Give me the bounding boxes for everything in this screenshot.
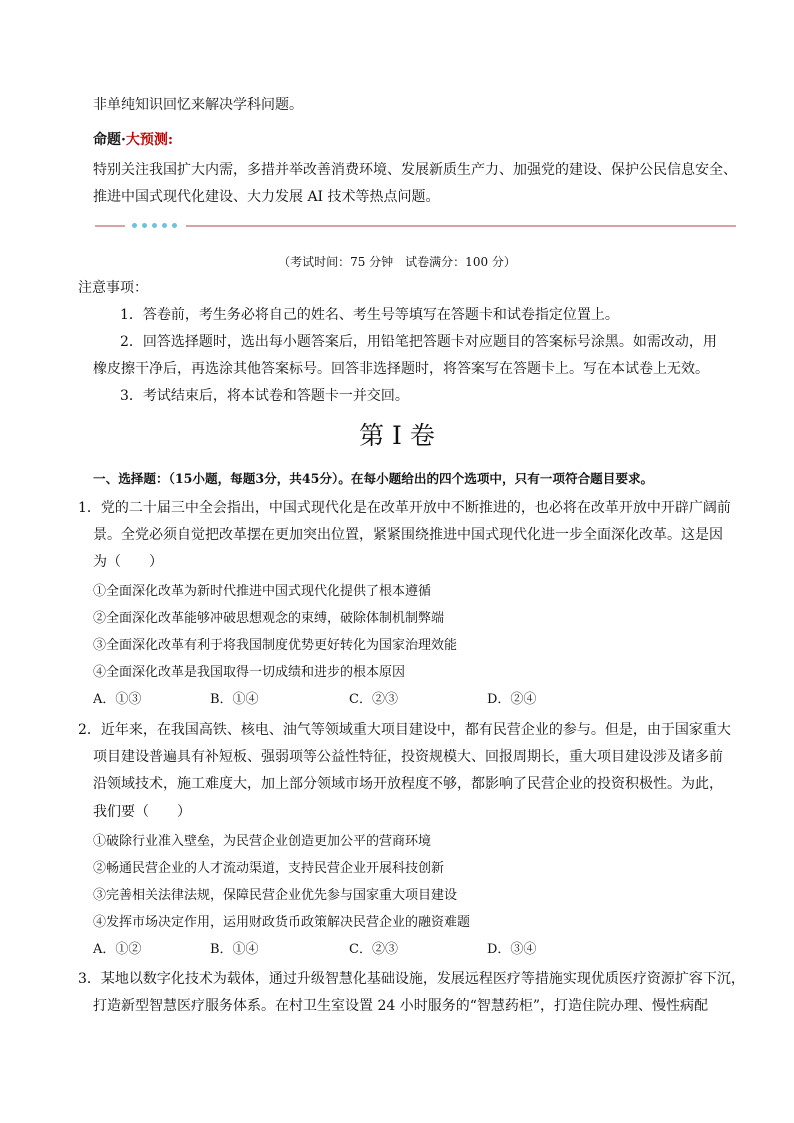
question-2-option-d[interactable]: D．③④: [487, 942, 537, 957]
question-2-option-c[interactable]: C．②③: [349, 942, 398, 957]
divider-dot: [172, 223, 177, 228]
notice-title: 注意事项：: [78, 280, 148, 296]
question-1-line-3: 为（ ）: [93, 554, 163, 570]
question-1-statement-1: ①全面深化改革为新时代推进中国式现代化提供了根本遵循: [93, 584, 432, 599]
prediction-text-2: 推进中国式现代化建设、大力发展 AI 技术等热点问题。: [93, 189, 440, 205]
question-1-statement-3: ③全面深化改革有利于将我国制度优势更好转化为国家治理效能: [93, 638, 458, 653]
question-2-line-1: 2．近年来，在我国高铁、核电、油气等领域重大项目建设中，都有民营企业的参与。但是，由于国家重大: [78, 722, 731, 738]
divider-dot: [132, 223, 137, 228]
divider-right: [186, 225, 736, 227]
section-instruction: 一、选择题：（15小题，每题3分，共45分）。在每小题给出的四个选项中，只有一项符合题目要求。: [93, 471, 654, 486]
question-2-statement-3: ③完善相关法律法规，保障民营企业优先参与国家重大项目建设: [93, 888, 458, 903]
section-title: 第 I 卷: [359, 421, 435, 450]
question-2-statement-1: ①破除行业准入壁垒，为民营企业创造更加公平的营商环境: [93, 834, 432, 849]
intro-line: 非单纯知识回忆来解决学科问题。: [93, 97, 303, 113]
prediction-label-colon: :: [167, 132, 174, 148]
question-2-option-a[interactable]: A．①②: [93, 942, 142, 957]
divider-left: [95, 225, 125, 227]
question-2-line-3: 沿领域技术，施工难度大，加上部分领域市场开放程度不够，都影响了民营企业的投资积极性。为此，: [93, 776, 723, 792]
question-1-statement-4: ④全面深化改革是我国取得一切成绩和进步的根本原因: [93, 665, 406, 680]
question-1-option-d[interactable]: D．②④: [487, 692, 537, 707]
notice-item-1: 1．答卷前，考生务必将自己的姓名、考生号等填写在答题卡和试卷指定位置上。: [120, 307, 619, 323]
notice-item-3: 3．考试结束后，将本试卷和答题卡一并交回。: [120, 388, 409, 404]
question-2-line-4: 我们要（ ）: [93, 804, 191, 820]
question-2-statement-2: ②畅通民营企业的人才流动渠道，支持民营企业开展科技创新: [93, 861, 445, 876]
question-2-statement-4: ④发挥市场决定作用，运用财政货币政策解决民营企业的融资难题: [93, 915, 471, 930]
question-1-line-2: 景。全党必须自觉把改革摆在更加突出位置，紧紧围绕推进中国式现代化进一步全面深化改革。这是因: [93, 527, 723, 543]
divider-dot: [152, 223, 157, 228]
notice-item-2: 2．回答选择题时，选出每小题答案后，用铅笔把答题卡对应题目的答案标号涂黑。如需改动，用: [120, 334, 717, 350]
divider-dot: [162, 223, 167, 228]
prediction-label: [93, 129, 173, 149]
prediction-label-prefix: 命题·: [93, 132, 126, 148]
divider-dot: [142, 223, 147, 228]
question-2-option-b[interactable]: B．①④: [210, 942, 259, 957]
prediction-label-main: 大预测: [125, 132, 168, 148]
exam-info: （考试时间：75 分钟 试卷满分：100 分）: [278, 255, 516, 269]
question-3-line-2: 打造新型智慧医疗服务体系。在村卫生室设置 24 小时服务的“智慧药柜”，打造住院办理、慢性病配: [93, 998, 709, 1014]
question-1-option-a[interactable]: A．①③: [93, 692, 142, 707]
question-1-line-1: 1．党的二十届三中全会指出，中国式现代化是在改革开放中不断推进的，也必将在改革开放中开辟广阔前: [78, 500, 731, 516]
notice-item-2-cont: 橡皮擦干净后，再选涂其他答案标号。回答非选择题时，将答案写在答题卡上。写在本试卷上无效。: [93, 361, 709, 377]
question-2-line-2: 项目建设普遍具有补短板、强弱项等公益性特征，投资规模大、回报周期长，重大项目建设涉及诸多前: [93, 749, 723, 765]
prediction-text-1: 特别关注我国扩大内需，多措并举改善消费环境、发展新质生产力、加强党的建设、保护公民信息安全、: [93, 162, 737, 178]
question-1-statement-2: ②全面深化改革能够冲破思想观念的束缚，破除体制机制弊端: [93, 611, 445, 626]
question-1-option-c[interactable]: C．②③: [349, 692, 398, 707]
question-1-option-b[interactable]: B．①④: [210, 692, 259, 707]
question-3-line-1: 3．某地以数字化技术为载体，通过升级智慧化基础设施，发展远程医疗等措施实现优质医疗资源扩容下沉，: [78, 971, 745, 987]
